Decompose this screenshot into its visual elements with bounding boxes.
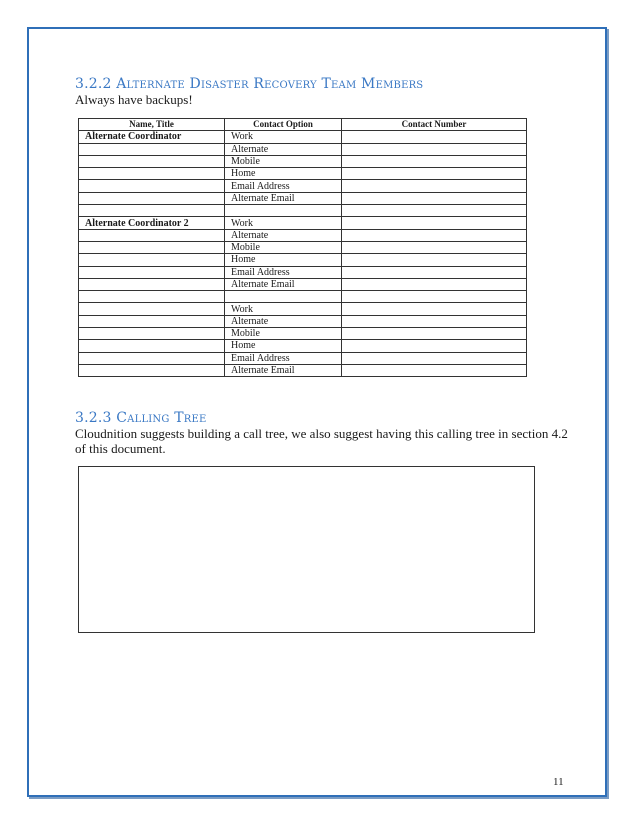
cell-name-title[interactable]	[79, 241, 225, 253]
cell-contact-option: Work	[225, 217, 342, 229]
table-row	[79, 328, 527, 340]
table-row	[79, 364, 527, 376]
cell-contact-option: Alternate Email	[225, 364, 342, 376]
cell-name-title[interactable]	[79, 364, 225, 376]
cell-contact-number[interactable]	[342, 254, 527, 266]
table-row	[79, 229, 527, 241]
cell-contact-number[interactable]	[342, 155, 527, 167]
cell-name-title[interactable]	[79, 192, 225, 204]
table-row	[79, 352, 527, 364]
empty-cell[interactable]	[79, 291, 225, 303]
empty-cell[interactable]	[225, 291, 342, 303]
cell-contact-option: Home	[225, 168, 342, 180]
column-header-name: Name, Title	[79, 119, 225, 131]
table-spacer-row	[79, 291, 527, 303]
table-row	[79, 131, 527, 143]
table-row	[79, 303, 527, 315]
column-header-contact-number: Contact Number	[342, 119, 527, 131]
table-spacer-row	[79, 205, 527, 217]
table-row	[79, 315, 527, 327]
cell-name-title[interactable]	[79, 168, 225, 180]
alternate-team-table	[78, 118, 527, 377]
cell-contact-option: Mobile	[225, 155, 342, 167]
table-row	[79, 254, 527, 266]
table-row	[79, 266, 527, 278]
cell-name-title[interactable]	[79, 229, 225, 241]
cell-contact-number[interactable]	[342, 278, 527, 290]
cell-contact-number[interactable]	[342, 328, 527, 340]
cell-name-title[interactable]	[79, 352, 225, 364]
cell-contact-number[interactable]	[342, 217, 527, 229]
cell-name-title[interactable]	[79, 155, 225, 167]
empty-cell[interactable]	[342, 291, 527, 303]
cell-contact-option: Work	[225, 131, 342, 143]
cell-contact-option: Alternate	[225, 229, 342, 241]
cell-contact-number[interactable]	[342, 143, 527, 155]
cell-contact-option: Alternate Email	[225, 192, 342, 204]
cell-name-title[interactable]	[79, 254, 225, 266]
cell-contact-number[interactable]	[342, 168, 527, 180]
cell-contact-number[interactable]	[342, 229, 527, 241]
cell-contact-number[interactable]	[342, 192, 527, 204]
empty-cell[interactable]	[225, 205, 342, 217]
cell-name-title[interactable]	[79, 340, 225, 352]
cell-contact-option: Alternate	[225, 143, 342, 155]
cell-name-title[interactable]	[79, 315, 225, 327]
table-row	[79, 168, 527, 180]
cell-contact-number[interactable]	[342, 303, 527, 315]
column-header-contact-option: Contact Option	[225, 119, 342, 131]
cell-name-title[interactable]	[79, 328, 225, 340]
cell-contact-number[interactable]	[342, 131, 527, 143]
table-row	[79, 278, 527, 290]
empty-cell[interactable]	[79, 205, 225, 217]
empty-cell[interactable]	[342, 205, 527, 217]
cell-name-title[interactable]	[79, 143, 225, 155]
section-heading-calling-tree: 3.2.3 Calling Tree	[75, 410, 207, 426]
cell-contact-option: Home	[225, 340, 342, 352]
cell-contact-number[interactable]	[342, 340, 527, 352]
cell-name-title[interactable]: Alternate Coordinator 2	[79, 217, 225, 229]
calling-tree-description: Cloudnition suggests building a call tree, we also suggest having this calling tree in section 4.2 of this document.	[75, 426, 568, 456]
cell-contact-option: Alternate	[225, 315, 342, 327]
cell-contact-option: Home	[225, 254, 342, 266]
cell-contact-number[interactable]	[342, 352, 527, 364]
cell-contact-number[interactable]	[342, 315, 527, 327]
table-header-row	[79, 119, 527, 131]
page-number: 11	[553, 776, 564, 788]
cell-contact-option: Work	[225, 303, 342, 315]
cell-contact-number[interactable]	[342, 364, 527, 376]
cell-contact-option: Mobile	[225, 328, 342, 340]
cell-contact-option: Mobile	[225, 241, 342, 253]
table-row	[79, 340, 527, 352]
cell-name-title[interactable]: Alternate Coordinator	[79, 131, 225, 143]
table-row	[79, 217, 527, 229]
cell-name-title[interactable]	[79, 180, 225, 192]
section-heading-alternate-team: 3.2.2 Alternate Disaster Recovery Team Members	[75, 76, 424, 92]
table-row	[79, 241, 527, 253]
table-row	[79, 143, 527, 155]
cell-name-title[interactable]	[79, 266, 225, 278]
calling-tree-box[interactable]	[78, 466, 535, 633]
table-row	[79, 180, 527, 192]
table-body	[79, 131, 527, 377]
table-row	[79, 192, 527, 204]
cell-contact-number[interactable]	[342, 266, 527, 278]
cell-contact-number[interactable]	[342, 241, 527, 253]
table-row	[79, 155, 527, 167]
cell-contact-option: Email Address	[225, 352, 342, 364]
cell-contact-option: Email Address	[225, 180, 342, 192]
cell-contact-number[interactable]	[342, 180, 527, 192]
section-intro-text: Always have backups!	[75, 92, 193, 107]
cell-contact-option: Alternate Email	[225, 278, 342, 290]
cell-contact-option: Email Address	[225, 266, 342, 278]
cell-name-title[interactable]	[79, 278, 225, 290]
cell-name-title[interactable]	[79, 303, 225, 315]
